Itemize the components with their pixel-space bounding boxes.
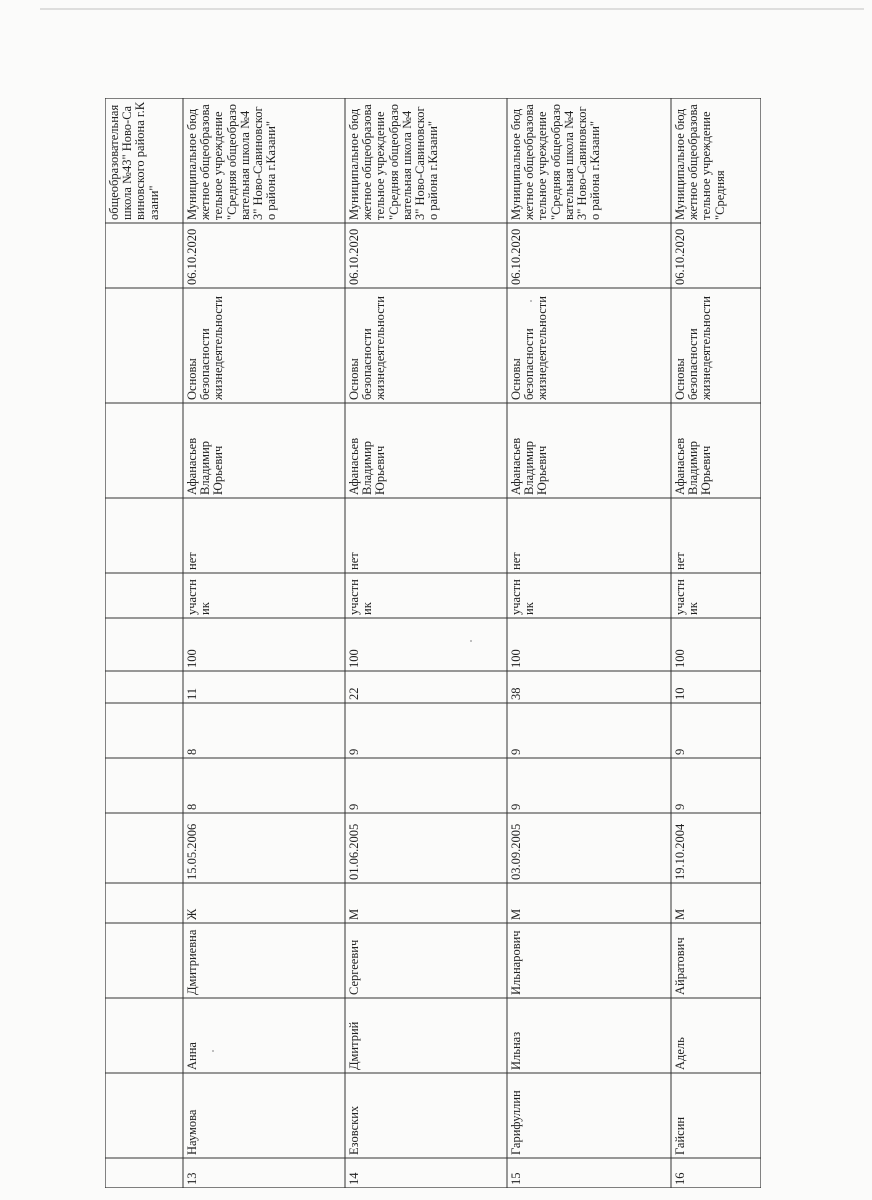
cell-patronymic-text: Дмитриевна xyxy=(185,929,199,995)
school-fragment-cell xyxy=(108,101,180,220)
cell-disability xyxy=(348,501,504,570)
cell-num-text: 14 xyxy=(347,1172,361,1185)
scan-speck xyxy=(212,1050,214,1052)
cell-name-text: Дмитрий xyxy=(347,1021,361,1070)
cell-name xyxy=(348,1001,504,1070)
cell-teacher xyxy=(510,406,668,495)
cell-status-text: участник xyxy=(509,579,537,615)
cell-birth-text: 01.06.2005 xyxy=(347,823,361,880)
cell-teacher xyxy=(674,406,758,495)
cell-score xyxy=(186,674,342,700)
cell-birth xyxy=(674,816,758,880)
cell-patronymic-text: Сергеевич xyxy=(347,939,361,995)
cell-grade_b-text: 8 xyxy=(185,748,199,755)
cell-disability-text: нет xyxy=(673,552,687,570)
cell-date-text: 06.10.2020 xyxy=(347,228,361,285)
cell-date xyxy=(186,226,342,285)
cell-school-text: Муниципальное бюджетное общеобразовательное учреждение "Средняя xyxy=(673,104,727,220)
cell-score-text: 11 xyxy=(185,687,199,700)
cell-score-text: 10 xyxy=(673,687,687,700)
cell-grade_b xyxy=(186,706,342,755)
cell-name-text: Анна xyxy=(185,1042,199,1070)
cell-date-text: 06.10.2020 xyxy=(673,228,687,285)
cell-sex-text: М xyxy=(347,908,361,920)
cell-grade_b xyxy=(348,706,504,755)
cell-teacher xyxy=(186,406,342,495)
cell-max xyxy=(348,621,504,668)
cell-patronymic-text: Ильнарович xyxy=(509,930,523,995)
cell-patronymic xyxy=(674,926,758,995)
cell-patronymic xyxy=(186,926,342,995)
cell-patronymic-text: Айратович xyxy=(673,937,687,995)
cell-teacher-text: Афанасьев Владимир Юрьевич xyxy=(185,437,226,495)
cell-sex-text: М xyxy=(509,908,523,920)
cell-date xyxy=(674,226,758,285)
cell-date xyxy=(510,226,668,285)
cell-subject xyxy=(510,291,668,400)
cell-patronymic xyxy=(510,926,668,995)
cell-max-text: 100 xyxy=(509,649,523,668)
cell-max xyxy=(674,621,758,668)
cell-surname xyxy=(186,1076,342,1155)
cell-sex xyxy=(348,886,504,920)
cell-max xyxy=(186,621,342,668)
cell-name-text: Адель xyxy=(673,1037,687,1070)
scan-speck xyxy=(530,300,532,302)
cell-num xyxy=(674,1161,758,1185)
cell-disability-text: нет xyxy=(347,552,361,570)
cell-score xyxy=(510,674,668,700)
cell-disability-text: нет xyxy=(185,552,199,570)
cell-subject xyxy=(348,291,504,400)
cell-num-text: 15 xyxy=(509,1172,523,1185)
cell-school xyxy=(674,101,758,220)
cell-date-text: 06.10.2020 xyxy=(509,228,523,285)
cell-birth xyxy=(510,816,668,880)
cell-status xyxy=(186,576,342,615)
cell-max-text: 100 xyxy=(673,649,687,668)
cell-school xyxy=(510,101,668,220)
cell-status xyxy=(510,576,668,615)
scan-edge xyxy=(40,8,864,10)
cell-sex xyxy=(186,886,342,920)
cell-birth-text: 03.09.2005 xyxy=(509,823,523,880)
cell-subject xyxy=(674,291,758,400)
cell-subject-text: Основы безопасности жизнедеятельности xyxy=(185,296,226,400)
cell-subject-text: Основы безопасности жизнедеятельности xyxy=(673,296,714,400)
cell-surname-text: Езовских xyxy=(347,1105,361,1155)
cell-max-text: 100 xyxy=(185,649,199,668)
cell-num-text: 16 xyxy=(673,1172,687,1185)
cell-surname xyxy=(510,1076,668,1155)
cell-grade_a xyxy=(674,761,758,810)
cell-birth-text: 15.05.2006 xyxy=(185,823,199,880)
cell-surname xyxy=(348,1076,504,1155)
cell-grade_b-text: 9 xyxy=(673,748,687,755)
cell-sex xyxy=(510,886,668,920)
rotated-results-table xyxy=(105,98,761,1188)
cell-surname-text: Гайсин xyxy=(673,1116,687,1155)
cell-grade_b-text: 9 xyxy=(347,748,361,755)
cell-grade_a xyxy=(348,761,504,810)
school-fragment-cell-text: общеобразовательная школа №43" Ново-Савиновского района г.Казани" xyxy=(107,101,161,220)
cell-status-text: участник xyxy=(673,579,701,615)
cell-teacher-text: Афанасьев Владимир Юрьевич xyxy=(347,437,388,495)
cell-school xyxy=(348,101,504,220)
cell-school-text: Муниципальное бюджетное общеобразовательное учреждение "Средняя общеобразовательная школа №43" Ново-Савиновского района г.Казани" xyxy=(185,103,279,220)
cell-patronymic xyxy=(348,926,504,995)
cell-grade_a xyxy=(510,761,668,810)
cell-num xyxy=(348,1161,504,1185)
cell-surname-text: Гарифуллин xyxy=(509,1090,523,1155)
scan-speck xyxy=(470,640,472,642)
cell-teacher-text: Афанасьев Владимир Юрьевич xyxy=(673,437,714,495)
cell-name xyxy=(510,1001,668,1070)
cell-status xyxy=(348,576,504,615)
cell-disability xyxy=(510,501,668,570)
cell-birth-text: 19.10.2004 xyxy=(673,823,687,880)
cell-birth xyxy=(348,816,504,880)
cell-num-text: 13 xyxy=(185,1172,199,1185)
cell-grade_b xyxy=(510,706,668,755)
cell-disability-text: нет xyxy=(509,552,523,570)
cell-score xyxy=(674,674,758,700)
cell-status-text: участник xyxy=(347,579,375,615)
cell-max xyxy=(510,621,668,668)
cell-surname xyxy=(674,1076,758,1155)
cell-school-text: Муниципальное бюджетное общеобразовательное учреждение "Средняя общеобразовательная школа №43" Ново-Савиновского района г.Казани" xyxy=(347,103,441,220)
cell-school-text: Муниципальное бюджетное общеобразовательное учреждение "Средняя общеобразовательная школа №43" Ново-Савиновского района г.Казани" xyxy=(509,103,603,220)
cell-num xyxy=(186,1161,342,1185)
cell-subject-text: Основы безопасности жизнедеятельности xyxy=(347,296,388,400)
cell-subject-text: Основы безопасности жизнедеятельности xyxy=(509,296,550,400)
cell-status xyxy=(674,576,758,615)
cell-disability xyxy=(186,501,342,570)
cell-score xyxy=(348,674,504,700)
cell-grade_a-text: 8 xyxy=(185,803,199,810)
cell-disability xyxy=(674,501,758,570)
cell-sex xyxy=(674,886,758,920)
cell-name xyxy=(674,1001,758,1070)
cell-status-text: участник xyxy=(185,579,213,615)
cell-sex-text: Ж xyxy=(185,908,199,920)
cell-sex-text: М xyxy=(673,908,687,920)
cell-max-text: 100 xyxy=(347,649,361,668)
cell-teacher-text: Афанасьев Владимир Юрьевич xyxy=(509,437,550,495)
cell-date xyxy=(348,226,504,285)
cell-grade_a-text: 9 xyxy=(509,803,523,810)
cell-grade_b-text: 9 xyxy=(509,748,523,755)
cell-score-text: 38 xyxy=(509,687,523,700)
cell-name xyxy=(186,1001,342,1070)
cell-school xyxy=(186,101,342,220)
cell-grade_b xyxy=(674,706,758,755)
cell-teacher xyxy=(348,406,504,495)
cell-subject xyxy=(186,291,342,400)
cell-name-text: Ильназ xyxy=(509,1031,523,1070)
cell-grade_a xyxy=(186,761,342,810)
cell-grade_a-text: 9 xyxy=(347,803,361,810)
cell-score-text: 22 xyxy=(347,687,361,700)
cell-date-text: 06.10.2020 xyxy=(185,228,199,285)
cell-num xyxy=(510,1161,668,1185)
cell-grade_a-text: 9 xyxy=(673,803,687,810)
cell-surname-text: Наумова xyxy=(185,1109,199,1155)
cell-birth xyxy=(186,816,342,880)
